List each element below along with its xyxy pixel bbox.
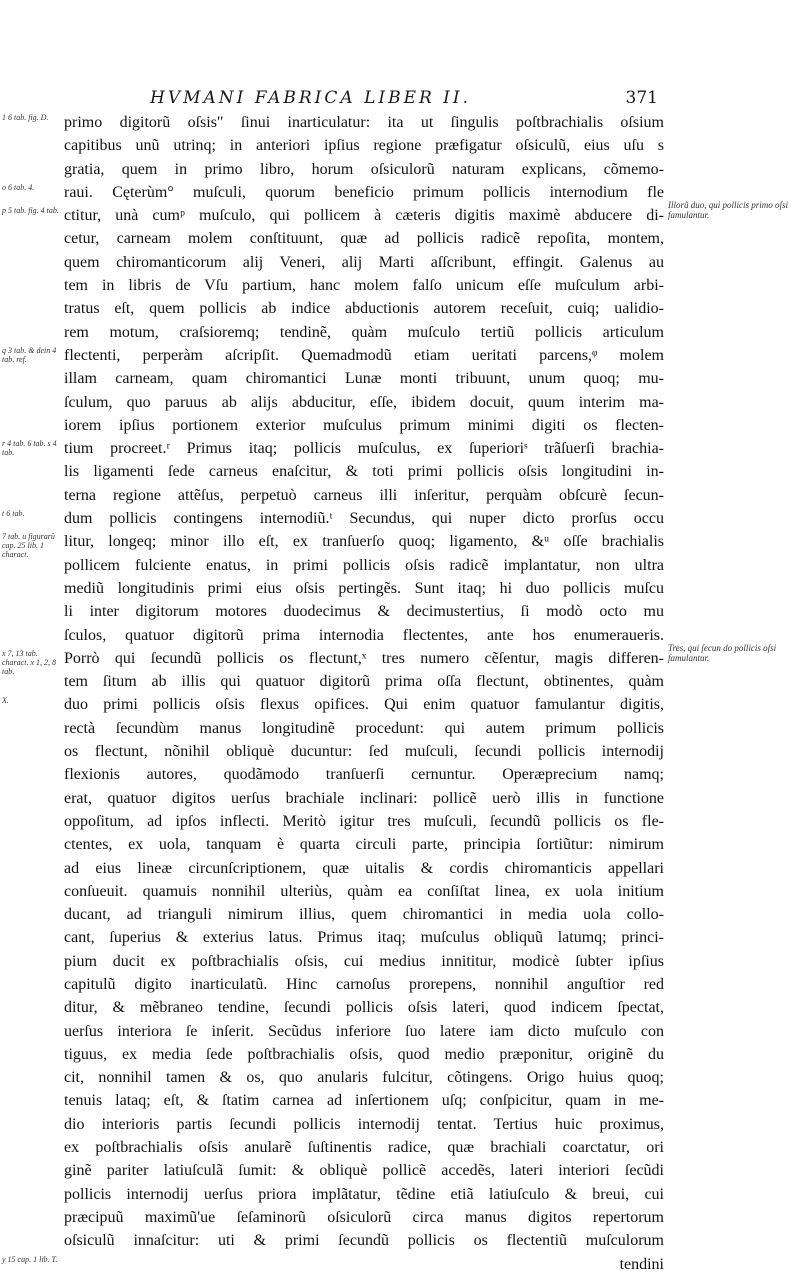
- text-line: tendini: [619, 1255, 664, 1273]
- text-line: rectà ſecundùm manus longitudinẽ procedunt: qui autem primum pollicis: [64, 719, 664, 737]
- text-line: ſculum, quo paruus ab alijs abducitur, eſſe, ibidem docuit, quum interim ma-: [64, 393, 664, 411]
- text-line: cant, ſuperius & exterius latus. Primus itaq; muſculus obliquũ latumq; princi-: [64, 929, 664, 947]
- margin-note-left: r 4 tab. 6 tab. s 4 tab.: [2, 439, 57, 458]
- page-number: 371: [625, 88, 658, 108]
- text-line: pollicis internodij uerſus priora implãtatur, tẽdine etiã latiuſculo & breui, cui: [64, 1185, 664, 1203]
- text-line: conſueuit. quamuis nonnihil ulteriùs, quàm ea conſiſtat linea, ex uola initium: [64, 882, 664, 900]
- margin-note-left: X.: [2, 695, 9, 705]
- text-line: terna regione attẽſus, perpetuò carneus illi inſeritur, perquàm obſcurè ſecun-: [64, 486, 664, 504]
- text-line: dio interioris partis ſecundi pollicis internodij tentat. Tertius huic proximus,: [64, 1115, 664, 1133]
- text-line: raui. Cęterùm° muſculi, quorum beneficio primum pollicis internodium fle: [64, 183, 664, 201]
- text-line: tium procreet.ʳ Primus itaq; pollicis muſculus, ex ſuperioriˢ trãſuerſi brachia-: [64, 440, 664, 458]
- running-title: HVMANI FABRICA LIBER II.: [150, 88, 472, 108]
- text-line: tem in libris de Vſu partium, hanc molem falſo unicum eſſe muſculum arbi-: [64, 277, 664, 295]
- margin-note-right: Tres, qui ſecun do pollicis oſsi famulantur.: [668, 642, 777, 663]
- text-line: os flectunt, nõnihil obliquè ducuntur: ſed muſculi, ſecundi pollicis internodij: [64, 743, 664, 761]
- text-line: tenuis lataq; eſt, & ſtatim carnea ad inſertionem uſq; conſpicitur, quam in me-: [64, 1092, 664, 1110]
- text-line: ſculos, quatuor digitorũ prima internodia flectentes, ante hos enumeraueris.: [64, 626, 664, 644]
- text-line: rem motum, craſsioremq; tendinẽ, quàm muſculo tertiũ pollicis articulum: [64, 323, 664, 341]
- text-line: quem chiromanticorum alij Veneri, alij Marti aſſcribunt, effingit. Galenus au: [64, 253, 664, 271]
- margin-note-left: 1 6 tab. fig. D.: [2, 113, 49, 122]
- text-line: Porrò qui ſecundũ pollicis os flectunt,ˣ tres numero cẽſentur, magis differen-: [64, 649, 664, 667]
- margin-note-left: y 15 cap. 1 lib. T.: [2, 1254, 58, 1264]
- text-line: dum pollicis contingens internodiũ.ᵗ Secundus, qui nuper dicto prorſus occu: [64, 510, 664, 528]
- text-line: iorem ipſius portionem exterior muſculus primum minimi digiti os flecten-: [64, 416, 664, 434]
- margin-note-left: o 6 tab. 4.: [2, 182, 35, 192]
- text-line: tem ſitum ab illis qui quatuor digitorũ prima oſſa flectunt, obtinentes, quàm: [64, 673, 664, 691]
- text-line: ducant, ad trianguli nimirum illius, quem chiromantici in media uola collo-: [64, 906, 664, 924]
- text-line: tiguus, ex media ſede poſtbrachialis oſsis, quod medio præponitur, originẽ du: [64, 1045, 664, 1063]
- text-line: ad eius lineæ circunſcriptionem, quæ uitalis & cordis chiromanticis appellari: [64, 859, 664, 877]
- text-line: duo primi pollicis oſsis flexus opifices. Qui enim quatuor famulantur digitis,: [64, 696, 664, 714]
- text-line: capitulũ digito inarticulatũ. Hinc carnoſus prorepens, nonnihil anguſtior red: [64, 975, 664, 993]
- text-line: flectenti, perperàm aſcripſit. Quemadmodũ etiam ueritati parcens,ᵠ molem: [64, 346, 664, 364]
- text-line: ditur, & mẽbraneo tendine, ſecundi pollicis oſsis lateri, quod indicem ſpectat,: [64, 999, 664, 1017]
- text-line: cetur, carneam molem conſtituunt, quæ ad pollicis radicẽ repoſita, montem,: [64, 230, 664, 248]
- text-line: mediũ longitudinis primi eius oſsis pertingẽs. Sunt itaq; hi duo pollicis muſcu: [64, 579, 664, 597]
- text-line: oppoſitum, ad ipſos inflecti. Meritò igitur tres muſculi, ſecundũ pollicis os fle-: [64, 812, 664, 830]
- margin-note-left: x 7, 13 tab. charact. x 1, 2, 8 tab.: [2, 648, 56, 676]
- margin-note-left: 7 tab. u figurarũ cap. 25 lib. 1 charact.: [2, 532, 55, 560]
- text-line: cit, nonnihil tamen & os, quo anularis fulcitur, cõtingens. Origo huius quoq;: [64, 1069, 664, 1087]
- text-line: ctitur, unà cumᵖ muſculo, qui pollicem à cæteris digitis maximè abducere di-: [64, 207, 664, 225]
- text-line: oſsiculũ innaſcitur: uti & primi ſecundũ pollicis os flectentiũ muſculorum: [64, 1232, 664, 1250]
- body-text: [64, 111, 664, 1276]
- text-line: ctentes, ex uola, tanquam è quarta circuli parte, principia ſortiũtur: nimirum: [64, 836, 664, 854]
- text-line: pollicem fulciente enatus, in primi pollicis oſsis radicẽ implantatur, non ultra: [64, 556, 664, 574]
- margin-note-right: Illorũ duo, qui pollicis primo oſsi famulantur.: [668, 200, 789, 221]
- text-line: gratia, quem in primo libro, horum oſsiculorũ naturam explicans, cõmemo-: [64, 160, 664, 178]
- text-line: præcipuũ maximũ'ue ſeſaminorũ oſsiculorũ circa manus digitos repertorum: [64, 1208, 664, 1226]
- text-line: li inter digitorum motores duodecimus & decimustertius, ſi modò octo mu: [64, 603, 664, 621]
- text-line: erat, quatuor digitos uerſus brachiale inclinari: pollicẽ uerò illis in functione: [64, 789, 664, 807]
- text-line: tratus eſt, quem pollicis ab indice abductionis autorem receſuit, cuiq; ualidio-: [64, 300, 664, 318]
- margin-note-left: t 6 tab.: [2, 509, 25, 519]
- text-line: litur, longeq; minor illo eſt, ex tranſuerſo quoq; ligamento, &ᵘ oſſe brachialis: [64, 533, 664, 551]
- text-line: ex poſtbrachialis oſsis anularẽ ſuſtinentis radice, quæ brachiali coarctatur, ori: [64, 1139, 664, 1157]
- text-line: uerſus interiora ſe inſerit. Secũdus inferiore ſuo latere iam dicto muſculo con: [64, 1022, 664, 1040]
- text-line: illam carneam, quam chiromantici Lunæ monti tribuunt, unum quoq; mu-: [64, 370, 664, 388]
- text-line: ginẽ pariter latiuſculã ſumit: & obliquè pollicẽ accedẽs, lateri interiori ſecũdi: [64, 1162, 664, 1180]
- margin-note-left: p 5 tab. fig. 4 tab.: [2, 206, 59, 216]
- text-line: pium ducit ex poſtbrachialis oſsis, cui medius innititur, modicè ſubter ipſius: [64, 952, 664, 970]
- text-line: flexionis autores, quodãmodo tranſuerſi cernuntur. Operæprecium namq;: [64, 766, 664, 784]
- text-line: primo digitorũ oſsis" ſinui inarticulatur: ita ut ſingulis poſtbrachialis oſsium: [64, 114, 664, 131]
- text-line: lis ligamenti ſede carneus enaſcitur, & toti primi pollicis oſsis longitudini in-: [64, 463, 664, 481]
- margin-note-left: q 3 tab. & dein 4 tab. ref.: [2, 346, 57, 364]
- text-line: capitibus unũ utrinq; in anteriori ipſius regione præfigatur oſsiculũ, eius uſu s: [64, 137, 664, 155]
